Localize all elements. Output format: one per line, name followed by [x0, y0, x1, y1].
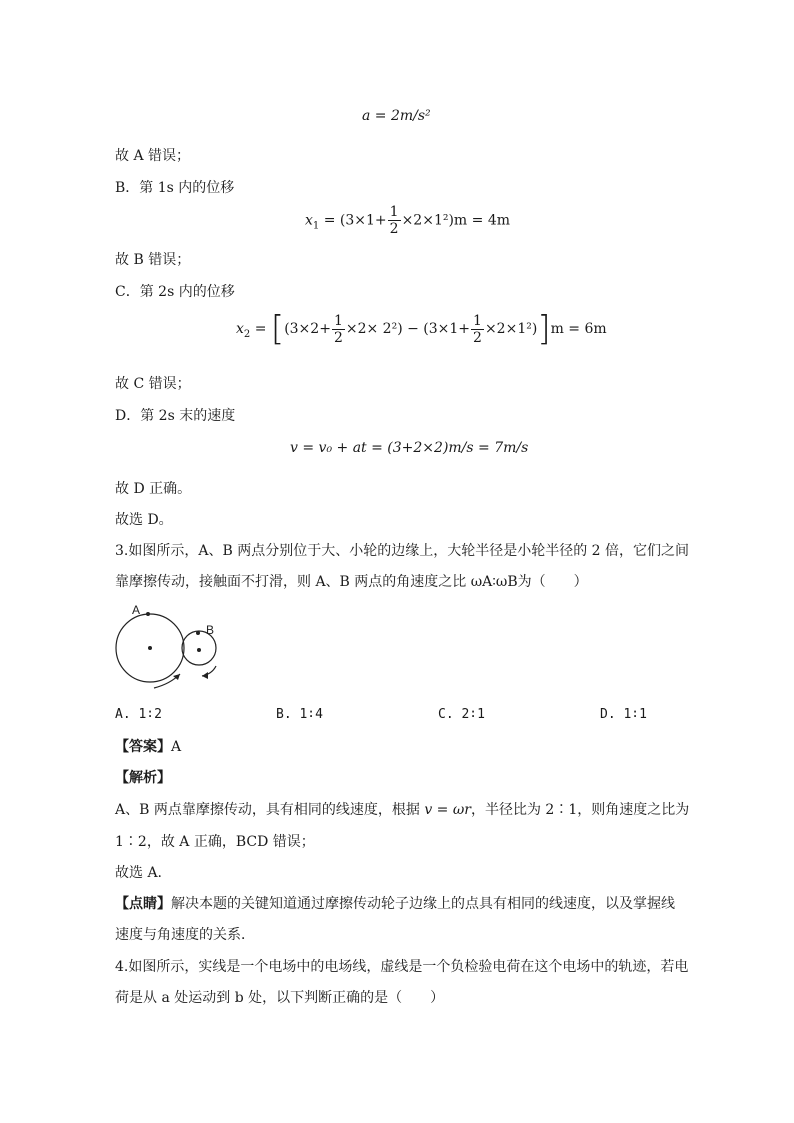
analysis-line: 故选 A.	[115, 865, 163, 881]
bracket-right: ]	[537, 309, 551, 349]
formula-x1	[305, 204, 510, 237]
formula-sub: 1	[312, 220, 320, 232]
formula-acceleration-text: a = 2m/s²	[362, 108, 431, 124]
label-b: B	[206, 623, 215, 637]
option-b: B. 1∶4	[276, 707, 323, 722]
option-d: D. 1∶1	[600, 707, 647, 722]
answer-label: 【答案】	[115, 739, 171, 755]
formula-velocity-text: v = v₀ + at = (3+2×2)m/s = 7m/s	[290, 440, 529, 456]
text-line: B．第 1s 内的位移	[115, 180, 235, 196]
formula-var: x	[305, 212, 313, 229]
text-line: 故 C 错误；	[115, 376, 191, 392]
question-3-line: 3.如图所示，A、B 两点分别位于大、小轮的边缘上，大轮半径是小轮半径的 2 倍，它们之间	[115, 543, 690, 559]
arrow-head-small	[202, 672, 208, 679]
tip-label: 【点睛】	[115, 896, 171, 912]
option-a: A. 1∶2	[115, 707, 162, 722]
formula-part: = (3×1+	[323, 212, 387, 229]
fraction	[471, 313, 484, 346]
tip-text: 解决本题的关键知道通过摩擦传动轮子边缘上的点具有相同的线速度，以及掌握线	[171, 896, 675, 912]
formula-part: ×2× 2²) − (3×1+	[345, 321, 471, 337]
small-wheel-center	[197, 648, 201, 652]
fraction-den: 2	[389, 221, 399, 237]
formula-velocity	[290, 440, 528, 456]
text-line: C．第 2s 内的位移	[115, 284, 235, 300]
formula-var: x	[236, 321, 244, 337]
point-a	[146, 612, 150, 616]
fraction-num: 1	[389, 204, 399, 220]
formula-sub: 2	[243, 328, 251, 340]
question-4-line: 荷是从 a 处运动到 b 处，以下判断正确的是（ ）	[115, 990, 445, 1006]
rotation-arrow-small	[202, 666, 216, 676]
question-4-line: 4.如图所示，实线是一个电场中的电场线，虚线是一个负检验电荷在这个电场中的轨迹，若电	[115, 959, 689, 975]
analysis-text: ，半径比为 2∶1，则角速度之比为	[470, 802, 690, 818]
fraction-num: 1	[333, 312, 343, 329]
fraction	[388, 204, 401, 237]
formula-acceleration	[362, 108, 431, 124]
point-b	[196, 631, 200, 635]
analysis-line	[115, 800, 689, 820]
fraction-num: 1	[473, 312, 482, 329]
formula-part: =	[254, 321, 267, 337]
analysis-label: 【解析】	[115, 770, 171, 786]
text-line: 故选 D。	[115, 512, 173, 528]
wheel-figure	[110, 600, 222, 692]
formula-part: ×2×1²)m = 4m	[401, 212, 511, 229]
large-wheel-center	[148, 646, 152, 650]
analysis-heading	[115, 768, 171, 788]
formula-x2	[236, 309, 607, 349]
answer-line	[115, 737, 181, 757]
analysis-text: A、B 两点靠摩擦传动，具有相同的线速度，根据	[115, 802, 425, 818]
bracket-left: [	[270, 309, 285, 349]
question-3-line: 靠摩擦传动，接触面不打滑，则 A、B 两点的角速度之比 ωA∶ωB为（ ）	[115, 574, 588, 590]
text-line: 故 D 正确。	[115, 481, 192, 497]
formula-part: (3×2+	[284, 321, 331, 337]
tip-line	[115, 894, 675, 914]
analysis-formula: v = ωr	[424, 802, 471, 818]
text-line: D．第 2s 末的速度	[115, 408, 236, 424]
text-line: 故 B 错误；	[115, 252, 191, 268]
fraction	[332, 313, 345, 346]
formula-part: ×2×1²)	[484, 321, 538, 337]
option-c: C. 2∶1	[438, 707, 485, 722]
tip-line: 速度与角速度的关系．	[115, 927, 255, 943]
formula-part: m = 6m	[550, 321, 607, 337]
fraction-den: 2	[473, 329, 482, 346]
fraction-den: 2	[333, 329, 343, 346]
analysis-line: 1∶2，故 A 正确，BCD 错误；	[115, 834, 315, 850]
answer-value: A	[171, 739, 182, 755]
label-a: A	[132, 603, 141, 617]
text-line: 故 A 错误；	[115, 148, 191, 164]
